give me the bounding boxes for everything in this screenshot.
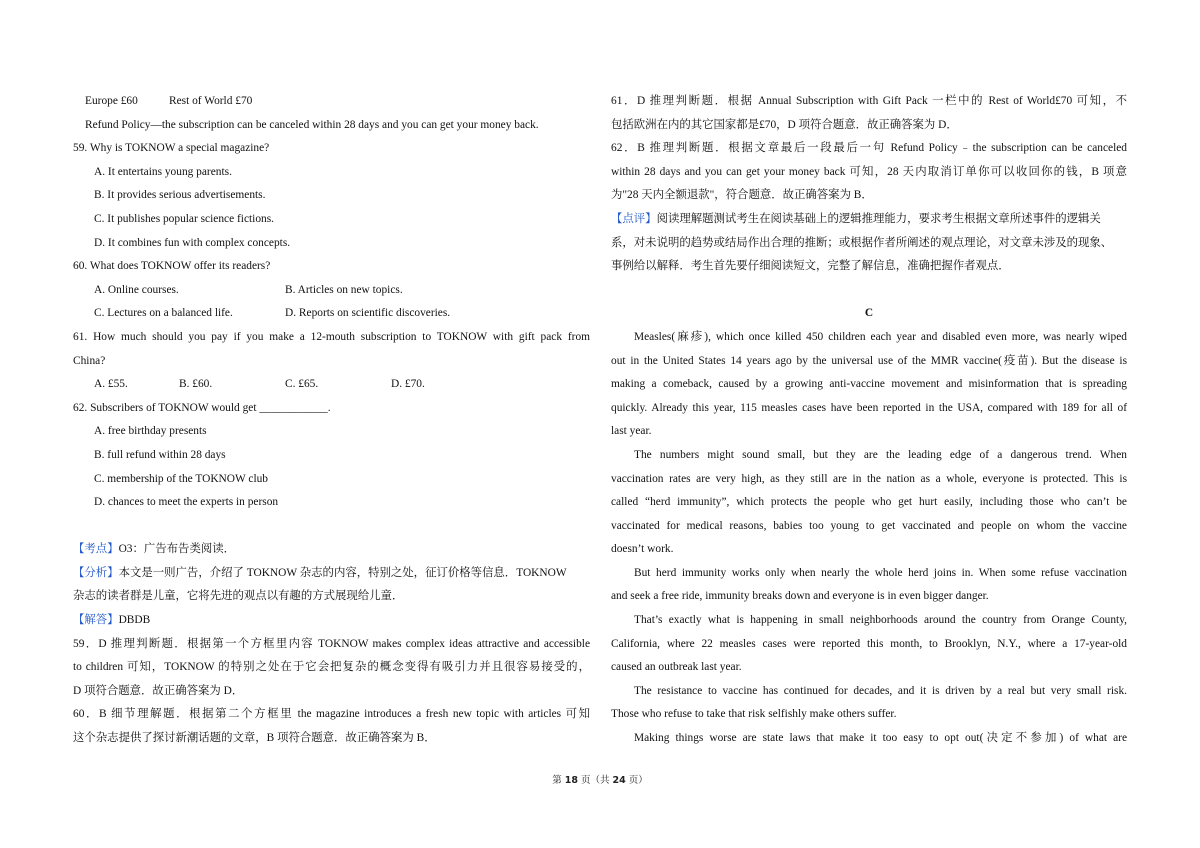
left-column xyxy=(73,90,590,751)
dianping-line1 xyxy=(611,208,1127,232)
answer-61-line1: 61．D 推理判断题．根据 Annual Subscription with Gift Pack 一栏中的 Rest of World£70 可知，不 xyxy=(611,95,1127,107)
question-60-stem: 60. What does TOKNOW offer its readers? xyxy=(73,260,271,273)
passage-p1-line4: quickly. Already this year, 115 measles cases have been reported in the USA, compared with 189 for all of xyxy=(611,401,1127,414)
passage-p5-line2: Those who refuse to take that risk selfishly make others suffer. xyxy=(611,708,897,721)
price-europe: Europe £60 xyxy=(85,95,138,107)
question-59-option-b: B. It provides serious advertisements. xyxy=(94,189,266,202)
passage-p1-line2: out in the United States 14 years ago by the universal use of the MMR vaccine(疫苗). But the disease is xyxy=(611,354,1127,367)
passage-p1-line1: Measles(麻疹), which once killed 450 children each year and disabled even more, was nearly wiped xyxy=(634,330,1127,343)
question-62-option-d: D. chances to meet the experts in person xyxy=(94,496,279,509)
jieda-text: DBDB xyxy=(118,614,151,627)
footer-suffix: 页） xyxy=(625,775,648,786)
passage-p6-line1: Making things worse are state laws that make it too easy to opt out(决定不参加) of what are xyxy=(634,732,1127,745)
answer-62-line2: within 28 days and you can get your money back 可知，28 天内取消订单你可以收回你的钱，B 项意 xyxy=(611,165,1127,178)
question-59-option-a: A. It entertains young parents. xyxy=(94,165,232,178)
passage-p5-line1: The resistance to vaccine has continued for decades, and it is driven by a real but very small risk. xyxy=(634,684,1127,697)
passage-p3-line2: and seek a free ride, immunity breaks down and everyone is in even bigger danger. xyxy=(611,590,989,603)
question-62-option-c: C. membership of the TOKNOW club xyxy=(94,472,269,485)
answer-62-line3: 为"28 天内全额退款"，符合题意．故正确答案为 B． xyxy=(611,189,873,202)
question-59-option-d: D. It combines fun with complex concepts. xyxy=(94,236,291,249)
passage-p4-line1: That’s exactly what is happening in small neighborhoods around the country from Orange County, xyxy=(634,614,1127,627)
question-60-option-a: A. Online courses. xyxy=(94,283,179,296)
kaodian-line xyxy=(73,538,590,562)
question-61-option-c: C. £65. xyxy=(285,378,319,391)
passage-p2-line5: doesn’t work. xyxy=(611,543,674,556)
footer-middle: 页（共 xyxy=(577,775,613,786)
spacer xyxy=(73,515,590,539)
right-column xyxy=(611,90,1127,751)
spacer xyxy=(611,279,1127,303)
answer-61-line2: 包括欧洲在内的其它国家都是£70，D 项符合题意．故正确答案为 D． xyxy=(611,118,958,131)
question-62-stem: 62. Subscribers of TOKNOW would get ____________. xyxy=(73,401,331,414)
passage-p2-line3: called “herd immunity”, which protects the people who get hurt easily, including those who can’t be xyxy=(611,496,1127,509)
question-60-option-b: B. Articles on new topics. xyxy=(285,283,403,296)
question-60-option-d: D. Reports on scientific discoveries. xyxy=(285,307,451,320)
question-61-option-d: D. £70. xyxy=(391,378,425,391)
passage-p3-line1: But herd immunity works only when nearly the whole herd joins in. When some refuse vaccination xyxy=(634,566,1127,579)
question-59-stem: 59. Why is TOKNOW a special magazine? xyxy=(73,142,270,155)
section-heading: C xyxy=(864,307,874,320)
footer-total-pages: 24 xyxy=(612,775,626,786)
page-footer xyxy=(0,772,1200,786)
dianping-tag: 【点评】 xyxy=(611,212,657,225)
question-61-option-a: A. £55. xyxy=(94,378,128,391)
footer-prefix: 第 xyxy=(552,775,565,786)
jieda-tag: 【解答】 xyxy=(73,614,119,627)
price-line xyxy=(73,90,590,114)
question-61-stem-line1: 61. How much should you pay if you make a 12-mouth subscription to TOKNOW with gift pack from xyxy=(73,330,590,343)
dianping-text1: 阅读理解题测试考生在阅读基础上的逻辑推理能力，要求考生根据文章所述事件的逻辑关 xyxy=(656,212,1101,225)
fenxi-tag: 【分析】 xyxy=(73,566,119,579)
question-61-options xyxy=(73,373,590,397)
question-60-options-row2 xyxy=(73,302,590,326)
passage-p1-line5: last year. xyxy=(611,425,652,438)
question-61-stem-line2: China? xyxy=(73,354,106,367)
fenxi-line1 xyxy=(73,562,590,586)
fenxi-text1: 本文是一则广告，介绍了 TOKNOW 杂志的内容，特别之处，征订价格等信息．TOKNOW xyxy=(118,566,567,579)
answer-59-line3: D 项符合题意．故正确答案为 D． xyxy=(73,684,244,697)
answer-60-line1: 60．B 细节理解题．根据第二个方框里 the magazine introduces a fresh new topic with articles 可知 xyxy=(73,708,590,721)
kaodian-tag: 【考点】 xyxy=(73,543,119,556)
footer-page-number: 18 xyxy=(564,775,578,786)
kaodian-text: O3：广告布告类阅读． xyxy=(118,543,236,556)
question-61-option-b: B. £60. xyxy=(179,378,213,391)
refund-policy: Refund Policy—the subscription can be canceled within 28 days and you can get your money back. xyxy=(85,118,539,131)
question-62-option-b: B. full refund within 28 days xyxy=(94,448,226,461)
dianping-line3: 事例给以解释．考生首先要仔细阅读短文，完整了解信息，准确把握作者观点． xyxy=(611,260,1010,273)
answer-59-line2: to children 可知，TOKNOW 的特别之处在于它会把复杂的概念变得有吸引力并且很容易接受的， xyxy=(73,661,590,674)
answer-59-line1: 59．D 推理判断题．根据第一个方框里内容 TOKNOW makes complex ideas attractive and accessible xyxy=(73,637,590,650)
question-62-option-a: A. free birthday presents xyxy=(94,425,207,438)
price-rest: Rest of World £70 xyxy=(169,95,253,107)
jieda-line xyxy=(73,609,590,633)
question-59-option-c: C. It publishes popular science fictions. xyxy=(94,212,274,225)
question-60-option-c: C. Lectures on a balanced life. xyxy=(94,307,233,320)
fenxi-line2: 杂志的读者群是儿童，它将先进的观点以有趣的方式展现给儿童． xyxy=(73,590,404,603)
question-60-options-row1 xyxy=(73,279,590,303)
answer-62-line1: 62．B 推理判断题．根据文章最后一段最后一句 Refund Policy﹣the subscription can be canceled xyxy=(611,142,1127,155)
passage-p4-line2: California, where 22 measles cases were reported this month, to Brooklyn, N.Y., where a 17-year-old xyxy=(611,637,1127,650)
passage-p1-line3: making a comeback, caused by a growing anti-vaccine movement and misinformation that is spreading xyxy=(611,378,1127,391)
passage-p2-line4: vaccinated for medical reasons, babies too young to get vaccinated and people on whom the vaccine xyxy=(611,519,1127,532)
passage-p2-line1: The numbers might sound small, but they are the leading edge of a dangerous trend. When xyxy=(634,448,1127,461)
passage-p4-line3: caused an outbreak last year. xyxy=(611,661,742,674)
passage-p2-line2: vaccination rates are very high, as they still are in the nation as a whole, everyone is protected. This is xyxy=(611,472,1127,485)
dianping-line2: 系，对未说明的趋势或结局作出合理的推断；或根据作者所阐述的观点理论，对文章未涉及的现象、 xyxy=(611,236,1113,249)
answer-60-line2: 这个杂志提供了探讨新潮话题的文章，B 项符合题意．故正确答案为 B． xyxy=(73,732,436,745)
